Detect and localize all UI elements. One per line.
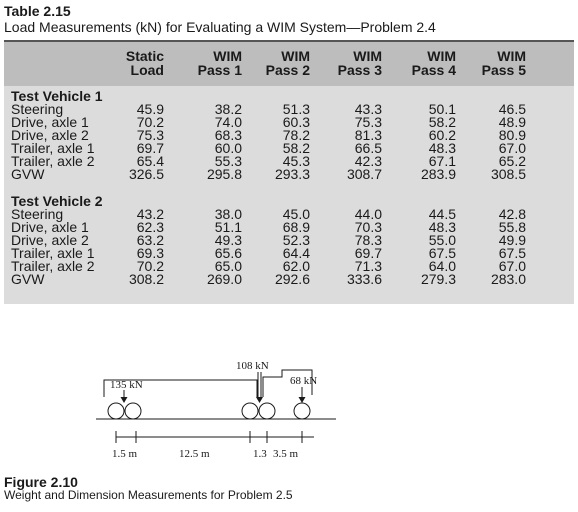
table-cell: 71.3: [354, 258, 382, 274]
figure-title: Figure 2.10: [4, 474, 78, 490]
table-cell: 80.9: [498, 127, 526, 143]
table-cell: 60.2: [428, 127, 456, 143]
column-header: Static: [125, 48, 164, 64]
table-cell: 62.3: [136, 219, 164, 235]
row-label: Drive, axle 2: [11, 127, 89, 143]
table-cell: 326.5: [128, 166, 164, 182]
table-cell: 51.1: [214, 219, 242, 235]
table-cell: 65.6: [214, 245, 242, 261]
table-cell: 67.5: [428, 245, 456, 261]
table-cell: 308.2: [128, 271, 164, 287]
column-header: Load: [130, 62, 164, 78]
load-label: 68 kN: [290, 375, 318, 387]
row-label: GVW: [11, 271, 45, 287]
dimension-label: 12.5 m: [179, 448, 210, 460]
table-cell: 78.3: [354, 232, 382, 248]
table-cell: 58.2: [282, 140, 310, 156]
row-label: Drive, axle 1: [11, 219, 89, 235]
table-cell: 42.3: [354, 153, 382, 169]
table-cell: 38.2: [214, 101, 242, 117]
table-cell: 283.9: [420, 166, 456, 182]
table-cell: 65.4: [136, 153, 164, 169]
table-cell: 38.0: [214, 206, 242, 222]
load-label: 135 kN: [110, 379, 143, 391]
table-cell: 45.0: [282, 206, 310, 222]
row-label: Trailer, axle 2: [11, 258, 95, 274]
table-cell: 64.0: [428, 258, 456, 274]
row-label: Steering: [11, 101, 64, 117]
row-label: Steering: [11, 206, 64, 222]
table-cell: 65.2: [498, 153, 526, 169]
table-cell: 74.0: [214, 114, 242, 130]
column-header: WIM: [427, 48, 456, 64]
row-label: Trailer, axle 1: [11, 140, 95, 156]
table-cell: 48.3: [428, 219, 456, 235]
table-cell: 64.4: [282, 245, 310, 261]
wheel-icon: [242, 403, 258, 419]
table-cell: 44.5: [428, 206, 456, 222]
table-cell: 67.0: [498, 258, 526, 274]
table-cell: 295.8: [206, 166, 242, 182]
table-cell: 50.1: [428, 101, 456, 117]
table-title: Table 2.15: [4, 3, 71, 19]
column-header: Pass 4: [411, 62, 456, 78]
wheel-icon: [294, 403, 310, 419]
column-header: WIM: [213, 48, 242, 64]
table-cell: 42.8: [498, 206, 526, 222]
table-cell: 67.0: [498, 140, 526, 156]
table-cell: 68.9: [282, 219, 310, 235]
row-label: Trailer, axle 2: [11, 153, 95, 169]
table-cell: 75.3: [354, 114, 382, 130]
table-cell: 333.6: [346, 271, 382, 287]
figure-caption: Weight and Dimension Measurements for Problem 2.5: [4, 488, 293, 502]
group-header: Test Vehicle 2: [11, 193, 103, 209]
table-cell: 51.3: [282, 101, 310, 117]
table-cell: 62.0: [282, 258, 310, 274]
table-cell: 43.2: [136, 206, 164, 222]
group-header: Test Vehicle 1: [11, 88, 103, 104]
table-cell: 44.0: [354, 206, 382, 222]
table-cell: 46.5: [498, 101, 526, 117]
column-header: WIM: [281, 48, 310, 64]
table-cell: 279.3: [420, 271, 456, 287]
table-caption: Load Measurements (kN) for Evaluating a WIM System—Problem 2.4: [4, 19, 436, 35]
table-cell: 69.7: [354, 245, 382, 261]
arrowhead-icon: [299, 397, 306, 403]
table-cell: 70.2: [136, 258, 164, 274]
load-label: 108 kN: [236, 360, 269, 372]
arrowhead-icon: [121, 397, 128, 403]
dimension-label: 1.3: [253, 448, 267, 460]
column-header: Pass 5: [481, 62, 526, 78]
wheel-icon: [125, 403, 141, 419]
table-cell: 75.3: [136, 127, 164, 143]
table-cell: 49.3: [214, 232, 242, 248]
wheel-icon: [259, 403, 275, 419]
row-label: Trailer, axle 1: [11, 245, 95, 261]
table-cell: 67.5: [498, 245, 526, 261]
dimension-label: 1.5 m: [112, 448, 138, 460]
table-cell: 49.9: [498, 232, 526, 248]
table-cell: 308.5: [490, 166, 526, 182]
table-cell: 81.3: [354, 127, 382, 143]
table-cell: 67.1: [428, 153, 456, 169]
table-cell: 68.3: [214, 127, 242, 143]
table-cell: 66.5: [354, 140, 382, 156]
table-cell: 55.0: [428, 232, 456, 248]
arrowhead-icon: [256, 397, 263, 403]
table-cell: 69.7: [136, 140, 164, 156]
table-cell: 70.3: [354, 219, 382, 235]
column-header: WIM: [353, 48, 382, 64]
table-cell: 70.2: [136, 114, 164, 130]
vehicle-diagram: [0, 350, 578, 462]
table-cell: 69.3: [136, 245, 164, 261]
column-header: WIM: [497, 48, 526, 64]
table-cell: 60.0: [214, 140, 242, 156]
table-cell: 283.0: [490, 271, 526, 287]
dimension-label: 3.5 m: [273, 448, 299, 460]
column-header: Pass 3: [337, 62, 382, 78]
table-cell: 293.3: [274, 166, 310, 182]
table-cell: 308.7: [346, 166, 382, 182]
table-cell: 48.9: [498, 114, 526, 130]
row-label: Drive, axle 2: [11, 232, 89, 248]
table-cell: 45.9: [136, 101, 164, 117]
table-cell: 292.6: [274, 271, 310, 287]
column-header: Pass 2: [265, 62, 310, 78]
table-cell: 55.8: [498, 219, 526, 235]
table-cell: 269.0: [206, 271, 242, 287]
table-cell: 45.3: [282, 153, 310, 169]
table-cell: 52.3: [282, 232, 310, 248]
table-cell: 65.0: [214, 258, 242, 274]
table-cell: 58.2: [428, 114, 456, 130]
table-cell: 78.2: [282, 127, 310, 143]
table-cell: 55.3: [214, 153, 242, 169]
wheel-icon: [108, 403, 124, 419]
row-label: GVW: [11, 166, 45, 182]
table-cell: 43.3: [354, 101, 382, 117]
row-label: Drive, axle 1: [11, 114, 89, 130]
column-header: Pass 1: [197, 62, 242, 78]
load-measurements-table: [4, 40, 574, 304]
table-cell: 63.2: [136, 232, 164, 248]
table-cell: 60.3: [282, 114, 310, 130]
table-cell: 48.3: [428, 140, 456, 156]
